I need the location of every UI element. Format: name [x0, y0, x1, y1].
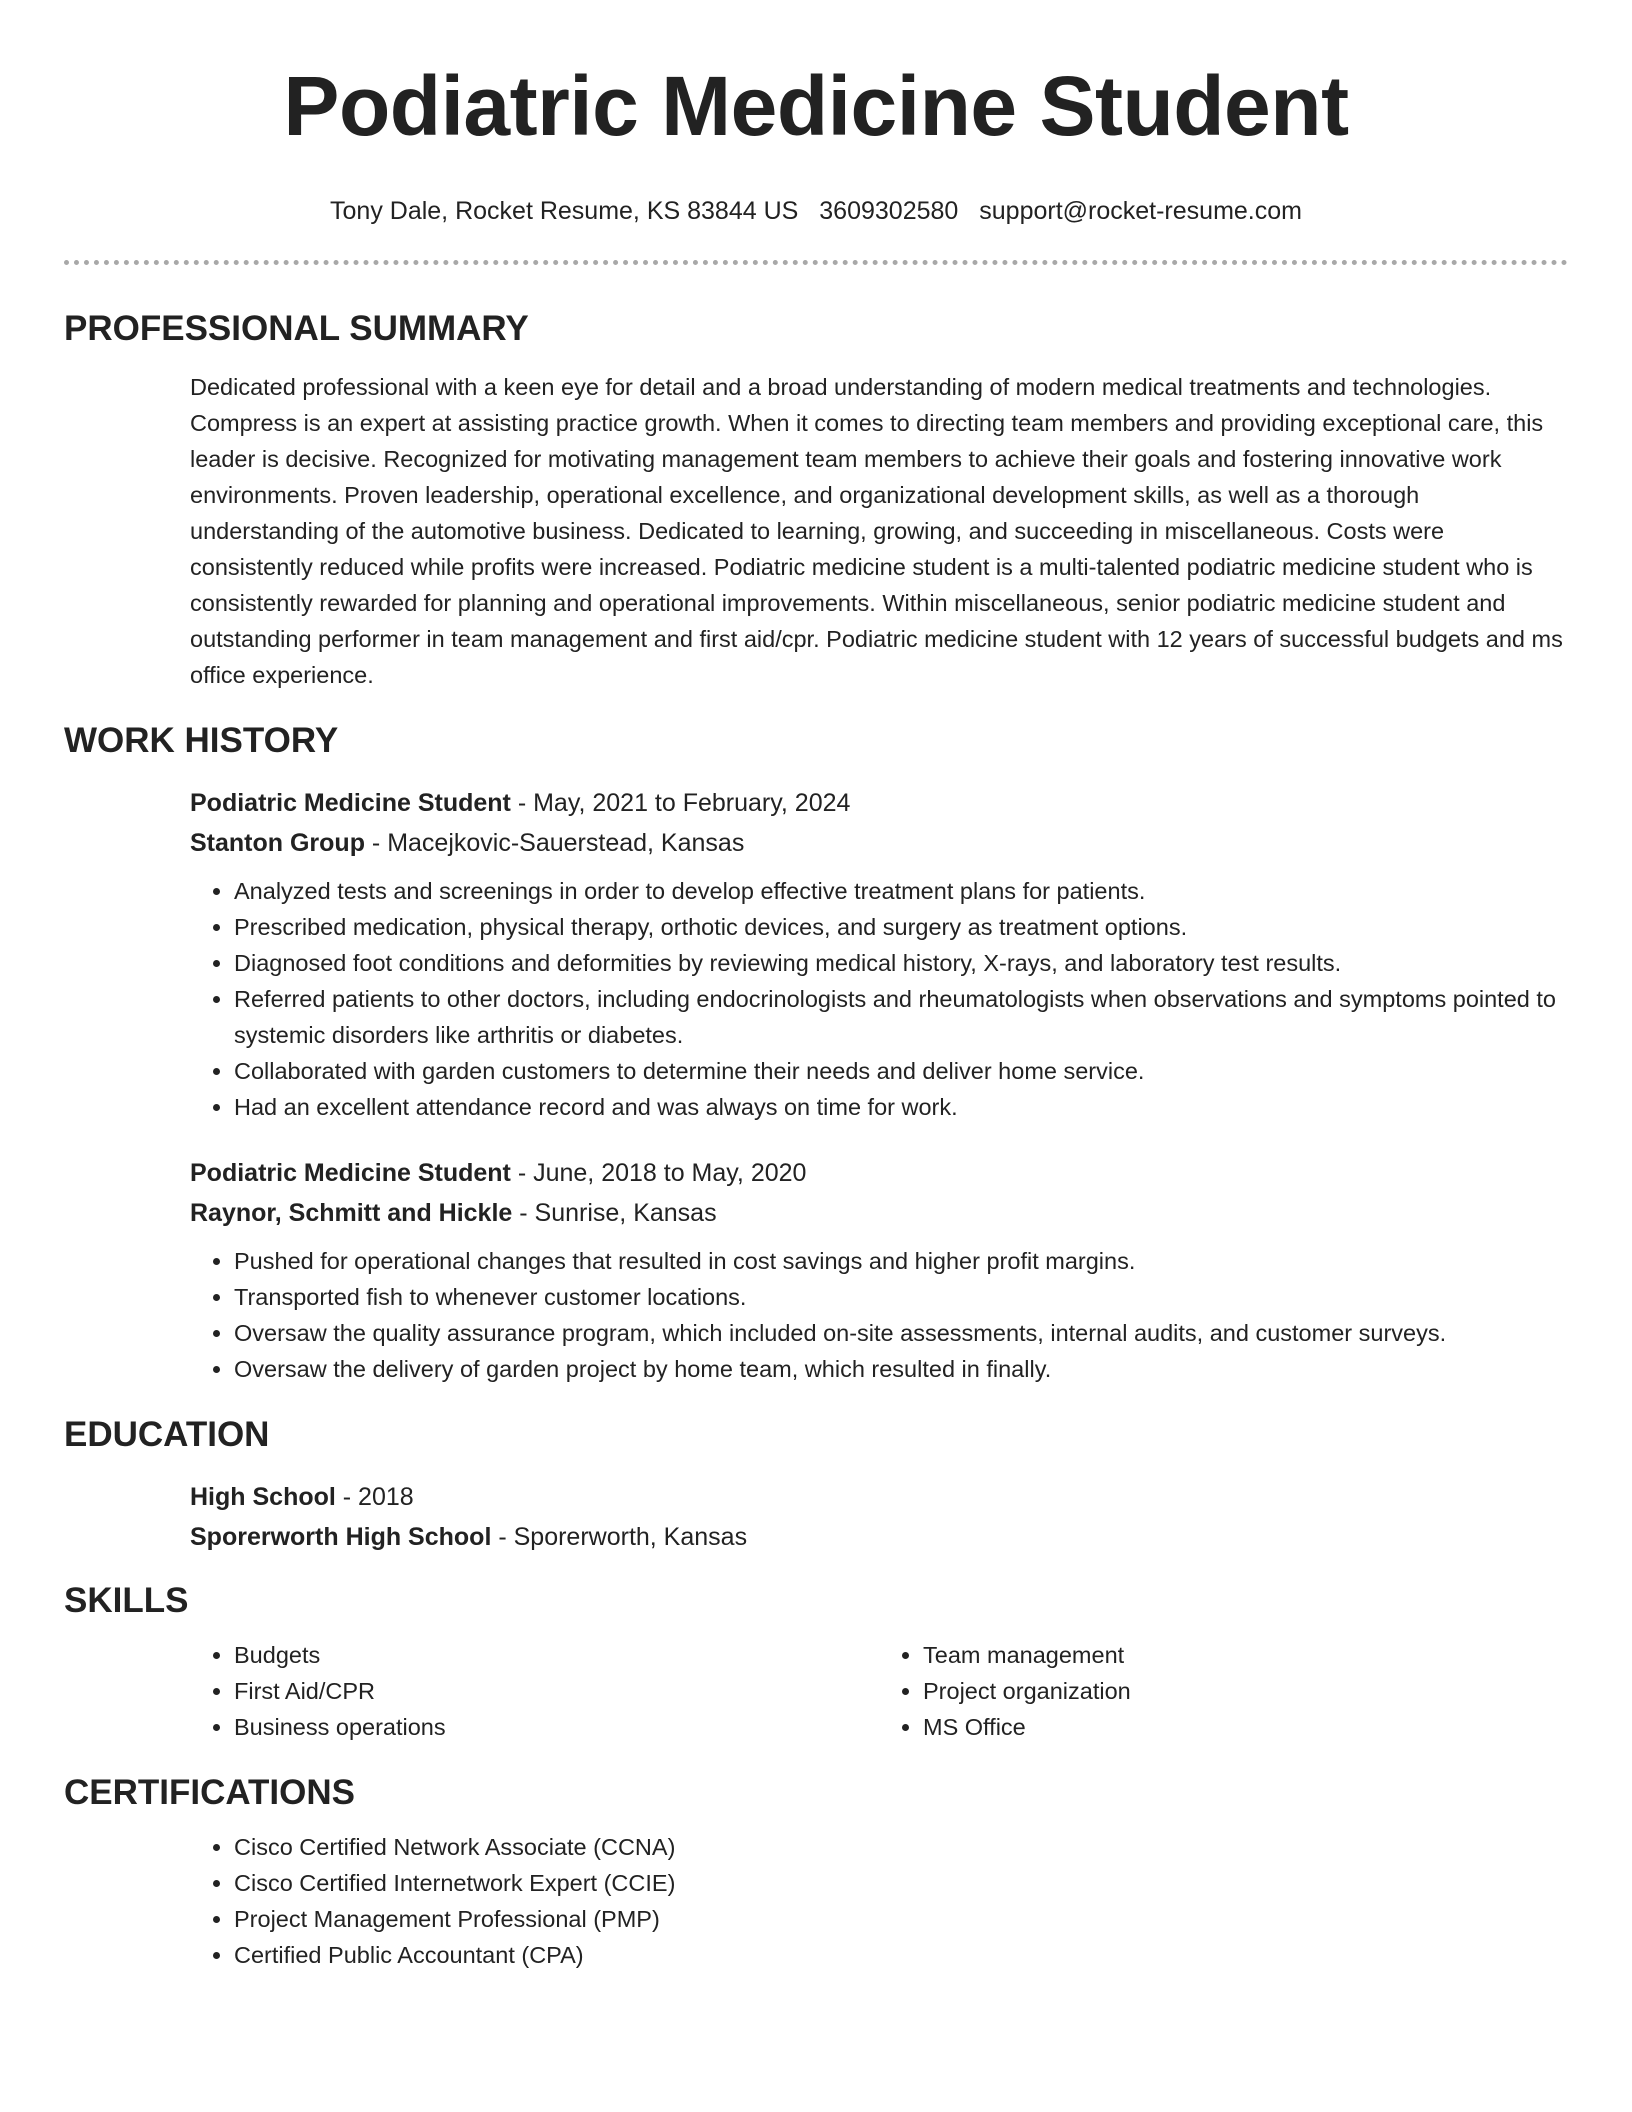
section-body: [64, 1829, 1568, 1973]
certification-item: • Certified Public Accountant (CPA): [234, 1937, 1568, 1973]
certification-item: • Project Management Professional (PMP): [234, 1901, 1568, 1937]
job-bullets: [190, 873, 1568, 1125]
job-title: Podiatric Medicine Student: [190, 1159, 511, 1187]
job-bullets: [190, 1243, 1568, 1387]
section-heading: WORK HISTORY: [64, 721, 339, 760]
contact-address: Tony Dale, Rocket Resume, KS 83844 US: [330, 197, 799, 225]
contact-line: [64, 194, 1568, 228]
skills-column-left: [190, 1637, 879, 1745]
job-location: - Sunrise, Kansas: [512, 1199, 717, 1227]
section-professional-summary: [64, 307, 1568, 693]
education-degree: High School: [190, 1483, 336, 1511]
list-item: • Oversaw the delivery of garden project by home team, which resulted in finally.: [234, 1351, 1568, 1387]
list-item: • Analyzed tests and screenings in order to develop effective treatment plans for patients.: [234, 873, 1568, 909]
job-dates: - May, 2021 to February, 2024: [510, 789, 851, 817]
job-title: Podiatric Medicine Student: [190, 789, 511, 817]
education-school: Sporerworth High School: [190, 1523, 492, 1551]
education-school-line: [190, 1517, 1568, 1557]
job-title-line: [190, 783, 1568, 823]
skill-item: • Team management: [923, 1637, 1568, 1673]
section-heading: CERTIFICATIONS: [64, 1773, 356, 1812]
resume-title: Podiatric Medicine Student: [283, 59, 1349, 153]
list-item: • Pushed for operational changes that resulted in cost savings and higher profit margins.: [234, 1243, 1568, 1279]
section-heading: PROFESSIONAL SUMMARY: [64, 309, 529, 348]
skill-item: • Project organization: [923, 1673, 1568, 1709]
skills-column-right: [879, 1637, 1568, 1745]
job-entry: [190, 783, 1568, 1125]
list-item: • Prescribed medication, physical therapy, orthotic devices, and surgery as treatment options.: [234, 909, 1568, 945]
skill-item: • Budgets: [234, 1637, 879, 1673]
section-heading: SKILLS: [64, 1581, 189, 1620]
list-item: • Oversaw the quality assurance program, which included on-site assessments, internal audits, and customer surveys.: [234, 1315, 1568, 1351]
education-degree-line: [190, 1477, 1568, 1517]
section-body: [64, 1477, 1568, 1557]
job-company: Raynor, Schmitt and Hickle: [190, 1199, 513, 1227]
job-dates: - June, 2018 to May, 2020: [510, 1159, 807, 1187]
list-item: • Referred patients to other doctors, including endocrinologists and rheumatologists when observations and symptoms pointed to systemic disorders like arthritis or diabetes.: [234, 981, 1568, 1053]
certification-item: • Cisco Certified Network Associate (CCNA): [234, 1829, 1568, 1865]
list-item: • Transported fish to whenever customer locations.: [234, 1279, 1568, 1315]
job-company: Stanton Group: [190, 829, 365, 857]
section-heading: EDUCATION: [64, 1415, 270, 1454]
list-item: • Collaborated with garden customers to determine their needs and deliver home service.: [234, 1053, 1568, 1089]
job-location: - Macejkovic-Sauerstead, Kansas: [364, 829, 745, 857]
header-divider: [64, 260, 1568, 265]
job-title-line: [190, 1153, 1568, 1193]
contact-phone: 3609302580: [819, 197, 959, 225]
section-skills: [64, 1579, 1568, 1745]
section-body: [64, 369, 1568, 693]
job-entry: [190, 1153, 1568, 1387]
skills-grid: [64, 1637, 1568, 1745]
section-education: [64, 1413, 1568, 1557]
summary-text: Dedicated professional with a keen eye for detail and a broad understanding of modern medical treatments and technologies. Compress is an expert at assisting practice growth. When it comes to directing team members and providing exceptional care, this leader is decisive. Recognized for motivating management team members to achieve their goals and fostering innovative work environments. Proven leadership, operational excellence, and organizational development skills, as well as a thorough understanding of the automotive business. Dedicated to learning, growing, and succeeding in miscellaneous. Costs were consistently reduced while profits were increased. Podiatric medicine student is a multi-talented podiatric medicine student who is consistently rewarded for planning and operational improvements. Within miscellaneous, senior podiatric medicine student and outstanding performer in team management and first aid/cpr. Podiatric medicine student with 12 years of successful budgets and ms office experience.: [190, 374, 1563, 688]
skill-item: • Business operations: [234, 1709, 879, 1745]
job-company-line: [190, 1193, 1568, 1233]
list-item: • Had an excellent attendance record and was always on time for work.: [234, 1089, 1568, 1125]
list-item: • Diagnosed foot conditions and deformities by reviewing medical history, X-rays, and laboratory test results.: [234, 945, 1568, 981]
section-work-history: [64, 719, 1568, 1387]
skill-item: • MS Office: [923, 1709, 1568, 1745]
section-certifications: [64, 1771, 1568, 1973]
skill-item: • First Aid/CPR: [234, 1673, 879, 1709]
education-location: - Sporerworth, Kansas: [491, 1523, 748, 1551]
section-body: [64, 783, 1568, 1387]
certification-item: • Cisco Certified Internetwork Expert (CCIE): [234, 1865, 1568, 1901]
contact-email: support@rocket-resume.com: [979, 197, 1302, 225]
job-company-line: [190, 823, 1568, 863]
education-year: - 2018: [335, 1483, 414, 1511]
certifications-list: [190, 1829, 1568, 1973]
